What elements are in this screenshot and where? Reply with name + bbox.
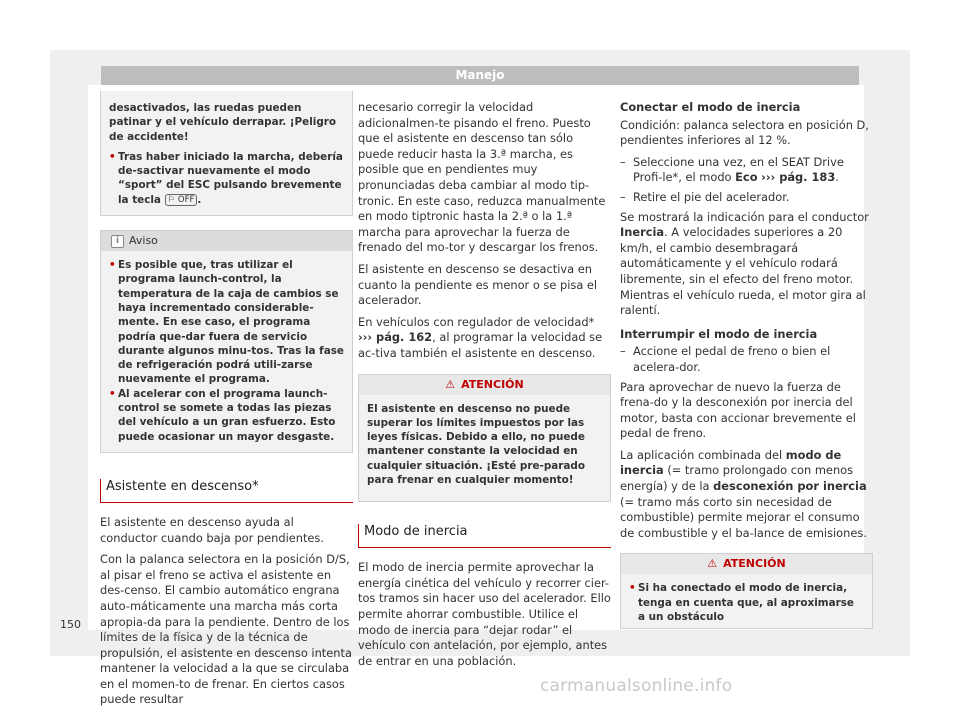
warning-triangle-icon: ⚠ bbox=[445, 377, 456, 391]
subheading: Interrumpir el modo de inercia bbox=[620, 326, 818, 341]
watermark: carmanualsonline.info bbox=[540, 676, 733, 696]
section-title: Asistente en descenso* bbox=[100, 479, 353, 503]
step-item: – Retire el pie del acelerador. bbox=[620, 190, 873, 206]
column-1 bbox=[100, 85, 353, 714]
subheading: Conectar el modo de inercia bbox=[620, 100, 801, 114]
paragraph: necesario corregir la velocidad adicionalmen-te pisando el freno. Puesto que el asistente en descenso tan sólo puede reducir hasta la 3.ª marcha, es posible que en pendientes muy pronunciadas deba cambiar al modo tip-tronic. En este caso, reduzca manualmente en modo tiptronic hasta la 2.ª o la 1.ª marcha para aprovechar la fuerza de frenado del mo-tor y descargar los frenos. bbox=[358, 100, 606, 255]
aviso-item: • Es posible que, tras utilizar el programa launch-control, la temperatura de la caja de cambios se haya incrementado considerable-mente. En ese caso, el programa podría que-dar fuera de servicio durante algunos minu-tos. Tras la fase de refrigeración podrá utili-zarse nuevamente el programa. bbox=[109, 258, 344, 387]
paragraph: El asistente en descenso se desactiva en cuanto la pendiente es menor o se pisa el acelerador. bbox=[358, 261, 598, 308]
paragraph: El modo de inercia permite aprovechar la energía cinética del vehículo y recorrer cier-tos tramos sin hacer uso del acelerador. Ello permite ahorrar combustible. Utilice el modo de inercia para “dejar rodar” el vehículo con antelación, por ejemplo, antes de entrar en una población. bbox=[358, 560, 611, 668]
esc-off-key-icon: ⚐ OFF bbox=[165, 194, 198, 206]
warning-text: desactivados, las ruedas pueden patinar y el vehículo derrapar. ¡Peligro de accidente! bbox=[109, 102, 337, 143]
warning-triangle-icon: ⚠ bbox=[707, 557, 718, 571]
page-reference-link[interactable]: ››› pág. 183 bbox=[761, 170, 836, 185]
column-3 bbox=[620, 85, 873, 629]
paragraph: Condición: palanca selectora en posición D, pendientes inferiores al 12 %. bbox=[620, 117, 869, 148]
atencion-header: ⚠ ATENCIÓN bbox=[621, 554, 872, 574]
atencion-header: ⚠ ATENCIÓN bbox=[359, 375, 610, 395]
atencion-box bbox=[358, 374, 611, 503]
column-2 bbox=[358, 85, 611, 675]
page-reference-link[interactable]: ››› pág. 162 bbox=[358, 330, 433, 345]
atencion-text: • Si ha conectado el modo de inercia, tenga en cuenta que, al aproximarse a un obstáculo bbox=[629, 581, 864, 624]
paragraph: En vehículos con regulador de velocidad* ››› pág. 162, al programar la velocidad se ac-tiva también el asistente en descenso. bbox=[358, 314, 603, 360]
page-header: Manejo bbox=[101, 66, 859, 85]
warning-bullet: • Tras haber iniciado la marcha, debería de-sactivar nuevamente el modo “sport” del ESC pulsando brevemente la tecla ⚐ OFF . bbox=[109, 150, 344, 207]
page-number: 150 bbox=[60, 618, 81, 631]
section-title: Modo de inercia bbox=[358, 524, 611, 548]
paragraph: Para aprovechar de nuevo la fuerza de frena-do y la desconexión por inercia del motor, basta con accionar brevemente el pedal de freno. bbox=[620, 379, 856, 441]
warning-continuation-box bbox=[100, 91, 353, 216]
step-item: – Accione el pedal de freno o bien el acelera-dor. bbox=[620, 344, 873, 375]
step-item: – Seleccione una vez, en el SEAT Drive Profi-le*, el modo Eco ››› pág. 183. bbox=[620, 155, 873, 186]
paragraph: Con la palanca selectora en la posición D/S, al pisar el freno se activa el asistente en des-censo. El cambio automático engrana auto-máticamente una marcha más corta apropia-da para la pendiente. Dentro de los límites de la física y de la técnica de propulsión, el asistente en descenso intenta mantener la velocidad a la que se circulaba en el momen-to de frenar. En ciertos casos puede resultar bbox=[100, 552, 352, 707]
paragraph: El asistente en descenso ayuda al conductor cuando baja por pendientes. bbox=[100, 514, 324, 545]
aviso-item: • Al acelerar con el programa launch-control se somete a todas las piezas del vehículo a un gran esfuerzo. Esto puede ocasionar un mayor desgaste. bbox=[109, 387, 344, 444]
aviso-box bbox=[100, 230, 353, 453]
atencion-box bbox=[620, 553, 873, 629]
atencion-text: El asistente en descenso no puede superar los límites impuestos por las leyes físicas. Debido a ello, no puede mantener constante la velocidad en cualquier situación. ¡Esté pre-parado para frenar en cualquier momento! bbox=[367, 402, 585, 486]
paragraph: La aplicación combinada del modo de inercia (= tramo prolongado con menos energía) y de la desconexión por inercia (= tramo más corto sin necesidad de combustible) permite mejorar el consumo de combustible y el ba-lance de emisiones. bbox=[620, 447, 867, 540]
paragraph: Se mostrará la indicación para el conductor Inercia. A velocidades superiores a 20 km/h, el cambio desembragará automáticamente y el vehículo rodará libremente, sin el efecto del freno motor. Mientras el vehículo rueda, el motor gira al ralentí. bbox=[620, 209, 869, 318]
aviso-header: i Aviso bbox=[101, 231, 352, 251]
info-icon: i bbox=[111, 235, 124, 248]
